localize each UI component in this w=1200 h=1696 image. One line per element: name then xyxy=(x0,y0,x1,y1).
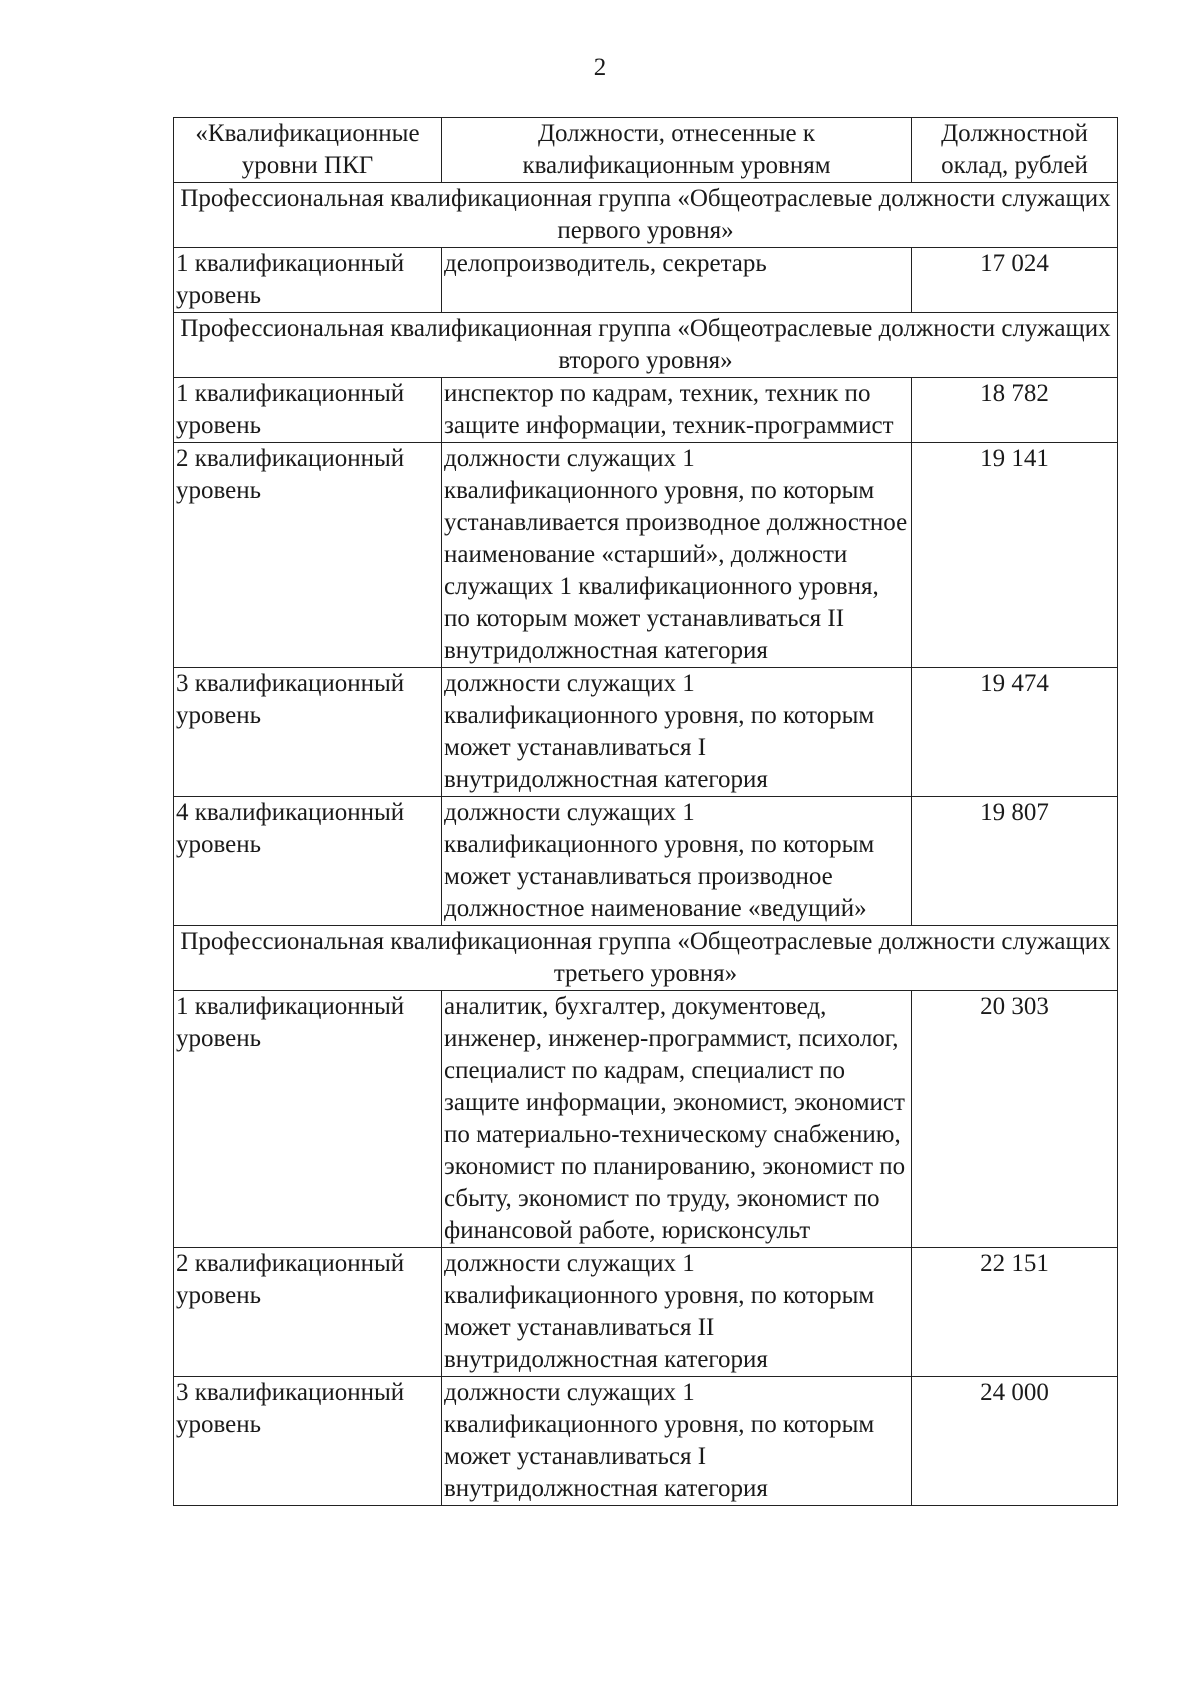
salary-table xyxy=(173,117,1118,1506)
page-number: 2 xyxy=(593,54,607,81)
table-row xyxy=(174,797,1118,926)
group-title: Профессиональная квалификационная группа «Общеотраслевые должности служащих второго уровня» xyxy=(174,313,1118,378)
group-row xyxy=(174,926,1118,991)
salary: 17 024 xyxy=(912,248,1118,313)
salary: 19 474 xyxy=(912,668,1118,797)
positions: аналитик, бухгалтер, документовед, инженер, инженер-программист, психолог, специалист по кадрам, специалист по защите информации, экономист, экономист по материально-техническому снабжению, экономист по планированию, экономист по сбыту, экономист по труду, экономист по финансовой работе, юрисконсульт xyxy=(442,991,912,1248)
table-row xyxy=(174,1248,1118,1377)
positions: инспектор по кадрам, техник, техник по защите информации, техник-программист xyxy=(442,378,912,443)
qualification-level: 1 квалификационный уровень xyxy=(174,248,442,313)
salary: 18 782 xyxy=(912,378,1118,443)
table-row xyxy=(174,668,1118,797)
qualification-level: 1 квалификационный уровень xyxy=(174,378,442,443)
table-header-row xyxy=(174,118,1118,183)
positions: должности служащих 1 квалификационного уровня, по которым может устанавливаться I внутридолжностная категория xyxy=(442,668,912,797)
qualification-level: 2 квалификационный уровень xyxy=(174,443,442,668)
table-row xyxy=(174,991,1118,1248)
positions: должности служащих 1 квалификационного уровня, по которым устанавливается производное должностное наименование «старший», должности служащих 1 квалификационного уровня, по которым может устанавливаться II внутридолжностная категория xyxy=(442,443,912,668)
positions: должности служащих 1 квалификационного уровня, по которым может устанавливаться II внутридолжностная категория xyxy=(442,1248,912,1377)
table-row xyxy=(174,1377,1118,1506)
group-title: Профессиональная квалификационная группа «Общеотраслевые должности служащих третьего уровня» xyxy=(174,926,1118,991)
qualification-level: 1 квалификационный уровень xyxy=(174,991,442,1248)
positions: делопроизводитель, секретарь xyxy=(442,248,912,313)
table-row xyxy=(174,443,1118,668)
salary: 24 000 xyxy=(912,1377,1118,1506)
qualification-level: 2 квалификационный уровень xyxy=(174,1248,442,1377)
salary: 20 303 xyxy=(912,991,1118,1248)
header-qualification-levels: «Квалификационные уровни ПКГ xyxy=(174,118,442,183)
header-salary: Должностной оклад, рублей xyxy=(912,118,1118,183)
salary: 19 141 xyxy=(912,443,1118,668)
group-title: Профессиональная квалификационная группа «Общеотраслевые должности служащих первого уровня» xyxy=(174,183,1118,248)
qualification-level: 3 квалификационный уровень xyxy=(174,668,442,797)
group-row xyxy=(174,313,1118,378)
qualification-level: 4 квалификационный уровень xyxy=(174,797,442,926)
salary: 22 151 xyxy=(912,1248,1118,1377)
group-row xyxy=(174,183,1118,248)
header-positions: Должности, отнесенные к квалификационным уровням xyxy=(442,118,912,183)
positions: должности служащих 1 квалификационного уровня, по которым может устанавливаться производное должностное наименование «ведущий» xyxy=(442,797,912,926)
positions: должности служащих 1 квалификационного уровня, по которым может устанавливаться I внутридолжностная категория xyxy=(442,1377,912,1506)
table-row xyxy=(174,248,1118,313)
salary: 19 807 xyxy=(912,797,1118,926)
table-row xyxy=(174,378,1118,443)
qualification-level: 3 квалификационный уровень xyxy=(174,1377,442,1506)
